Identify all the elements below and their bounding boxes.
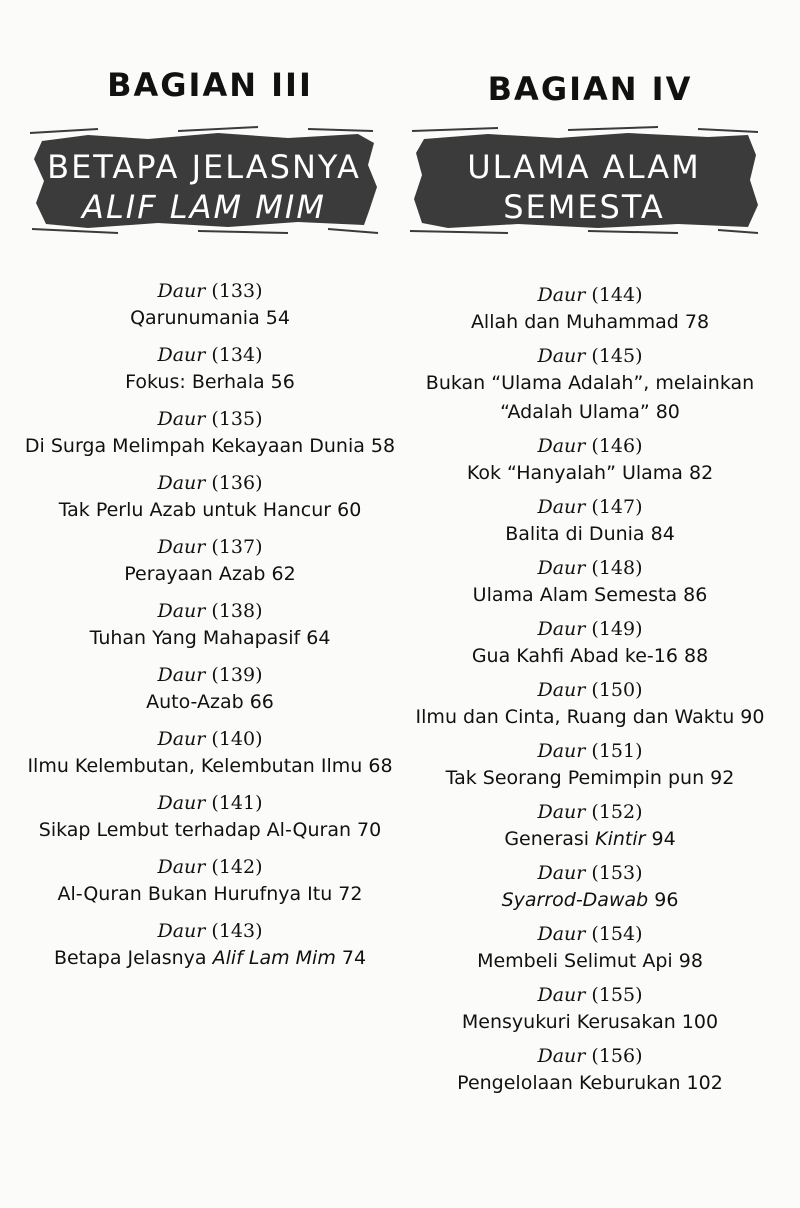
chapter-title: Membeli Selimut Api 98 <box>477 950 703 972</box>
chapter-number <box>20 854 400 880</box>
chapter-word: Daur <box>537 284 586 306</box>
chapter-number <box>400 616 780 642</box>
toc-entry[interactable] <box>20 662 400 717</box>
chapter-title <box>20 944 400 973</box>
chapter-number <box>20 406 400 432</box>
part-title: BAGIAN IV <box>487 70 693 108</box>
chapter-title: Perayaan Azab 62 <box>124 563 296 585</box>
chapter-num: (155) <box>591 984 643 1006</box>
chapter-title: Ilmu Kelembutan, Kelembutan Ilmu 68 <box>27 755 393 777</box>
chapter-title: Tuhan Yang Mahapasif 64 <box>89 627 331 649</box>
chapter-number <box>20 470 400 496</box>
banner-line-1: BETAPA JELASNYA <box>47 148 361 186</box>
banner-line-2: SEMESTA <box>503 188 665 226</box>
chapter-title: Di Surga Melimpah Kekayaan Dunia 58 <box>24 435 396 457</box>
toc-entry[interactable] <box>20 598 400 653</box>
chapter-word: Daur <box>157 920 206 942</box>
chapter-title-post: 74 <box>335 947 367 969</box>
toc-entry[interactable] <box>20 726 400 781</box>
chapter-title-italic: Alif Lam Mim <box>212 947 336 969</box>
toc-entry[interactable] <box>20 534 400 589</box>
chapter-num: (142) <box>211 856 263 878</box>
chapter-word: Daur <box>537 679 586 701</box>
banner-text <box>408 147 760 227</box>
toc-entry[interactable] <box>400 860 780 915</box>
chapter-word: Daur <box>157 472 206 494</box>
chapter-num: (141) <box>211 792 263 814</box>
banner-line-1: ULAMA ALAM <box>467 148 701 186</box>
chapter-number <box>400 433 780 459</box>
toc-entry[interactable] <box>20 406 400 461</box>
toc-entry[interactable] <box>20 278 400 333</box>
chapter-title-pre: Generasi <box>504 828 596 850</box>
chapter-title <box>400 825 780 854</box>
chapter-number <box>400 799 780 825</box>
chapter-word: Daur <box>537 435 586 457</box>
chapter-num: (151) <box>591 740 643 762</box>
chapter-word: Daur <box>537 740 586 762</box>
toc-entry[interactable] <box>400 982 780 1037</box>
chapter-num: (152) <box>591 801 643 823</box>
toc-entry[interactable] <box>400 433 780 488</box>
chapter-number <box>400 860 780 886</box>
chapter-title: Balita di Dunia 84 <box>505 523 675 545</box>
chapter-word: Daur <box>157 536 206 558</box>
chapter-num: (153) <box>591 862 643 884</box>
chapter-num: (150) <box>591 679 643 701</box>
chapter-number <box>400 982 780 1008</box>
chapter-title: Qarunumania 54 <box>130 307 290 329</box>
chapter-word: Daur <box>157 600 206 622</box>
chapter-num: (146) <box>591 435 643 457</box>
chapter-num: (154) <box>591 923 643 945</box>
chapter-word: Daur <box>157 344 206 366</box>
chapter-num: (144) <box>591 284 643 306</box>
chapter-number <box>20 598 400 624</box>
chapter-title: Mensyukuri Kerusakan 100 <box>461 1011 719 1033</box>
chapter-word: Daur <box>157 792 206 814</box>
chapter-word: Daur <box>157 728 206 750</box>
chapter-num: (145) <box>591 345 643 367</box>
chapter-title: Gua Kahfi Abad ke-16 88 <box>471 645 709 667</box>
chapter-title: Tak Seorang Pemimpin pun 92 <box>445 767 735 789</box>
chapter-word: Daur <box>537 801 586 823</box>
chapter-num: (136) <box>211 472 263 494</box>
chapter-number <box>400 282 780 308</box>
chapter-number <box>20 342 400 368</box>
toc-entry[interactable] <box>400 555 780 610</box>
chapter-word: Daur <box>537 496 586 518</box>
chapter-title-italic: Kintir <box>595 828 646 850</box>
chapter-num: (156) <box>591 1045 643 1067</box>
chapter-number <box>400 921 780 947</box>
toc-entry[interactable] <box>400 343 780 427</box>
chapter-num: (137) <box>211 536 263 558</box>
chapter-number <box>20 662 400 688</box>
chapter-num: (134) <box>211 344 263 366</box>
chapter-title-post: 94 <box>645 828 676 850</box>
toc-list <box>400 282 780 1104</box>
chapter-word: Daur <box>537 345 586 367</box>
toc-entry[interactable] <box>20 470 400 525</box>
chapter-num: (143) <box>211 920 263 942</box>
banner-line-2: ALIF LAM MIM <box>82 188 326 226</box>
chapter-num: (135) <box>211 408 263 430</box>
chapter-num: (140) <box>211 728 263 750</box>
toc-entry[interactable] <box>20 918 400 973</box>
chapter-num: (138) <box>211 600 263 622</box>
chapter-number <box>400 494 780 520</box>
chapter-title-pre: Betapa Jelasnya <box>53 947 213 969</box>
chapter-num: (149) <box>591 618 643 640</box>
chapter-title: Kok “Hanyalah” Ulama 82 <box>466 462 714 484</box>
toc-entry[interactable] <box>400 677 780 732</box>
toc-entry[interactable] <box>400 1043 780 1098</box>
chapter-word: Daur <box>537 557 586 579</box>
chapter-num: (147) <box>591 496 643 518</box>
chapter-title: Tak Perlu Azab untuk Hancur 60 <box>58 499 362 521</box>
part-title: BAGIAN III <box>107 66 313 104</box>
toc-entry[interactable] <box>400 282 780 337</box>
chapter-word: Daur <box>157 856 206 878</box>
chapter-title: Allah dan Muhammad 78 <box>470 311 710 333</box>
chapter-word: Daur <box>537 618 586 640</box>
chapter-word: Daur <box>537 1045 586 1067</box>
chapter-word: Daur <box>537 984 586 1006</box>
chapter-number <box>20 790 400 816</box>
toc-list <box>20 278 400 982</box>
chapter-word: Daur <box>157 664 206 686</box>
chapter-title: Auto-Azab 66 <box>146 691 274 713</box>
toc-entry[interactable] <box>20 342 400 397</box>
chapter-number <box>20 278 400 304</box>
banner-text <box>28 147 380 227</box>
toc-entry[interactable] <box>400 799 780 854</box>
toc-entry[interactable] <box>400 616 780 671</box>
chapter-number <box>400 677 780 703</box>
chapter-word: Daur <box>537 923 586 945</box>
chapter-number <box>400 343 780 369</box>
chapter-title-post: 96 <box>648 889 679 911</box>
toc-entry[interactable] <box>400 738 780 793</box>
chapter-number <box>400 738 780 764</box>
chapter-number <box>20 726 400 752</box>
chapter-title: Pengelolaan Keburukan 102 <box>457 1072 723 1094</box>
chapter-title: Sikap Lembut terhadap Al-Quran 70 <box>38 819 382 841</box>
chapter-title-italic: Syarrod-Dawab <box>501 889 649 911</box>
chapter-number <box>20 918 400 944</box>
chapter-num: (133) <box>211 280 263 302</box>
chapter-number <box>400 1043 780 1069</box>
chapter-title: Fokus: Berhala 56 <box>125 371 295 393</box>
chapter-word: Daur <box>157 408 206 430</box>
chapter-title <box>400 886 780 915</box>
chapter-number <box>400 555 780 581</box>
toc-entry[interactable] <box>400 921 780 976</box>
chapter-title: Ilmu dan Cinta, Ruang dan Waktu 90 <box>415 706 765 728</box>
chapter-word: Daur <box>157 280 206 302</box>
section-banner <box>28 125 380 235</box>
toc-entry[interactable] <box>20 790 400 845</box>
chapter-word: Daur <box>537 862 586 884</box>
chapter-title: Al-Quran Bukan Hurufnya Itu 72 <box>57 883 363 905</box>
toc-entry[interactable] <box>400 494 780 549</box>
chapter-title: Bukan “Ulama Adalah”, melainkan “Adalah Ulama” 80 <box>425 372 755 423</box>
chapter-title: Ulama Alam Semesta 86 <box>472 584 708 606</box>
chapter-number <box>20 534 400 560</box>
toc-entry[interactable] <box>20 854 400 909</box>
chapter-num: (139) <box>211 664 263 686</box>
section-banner <box>408 125 760 235</box>
chapter-num: (148) <box>591 557 643 579</box>
